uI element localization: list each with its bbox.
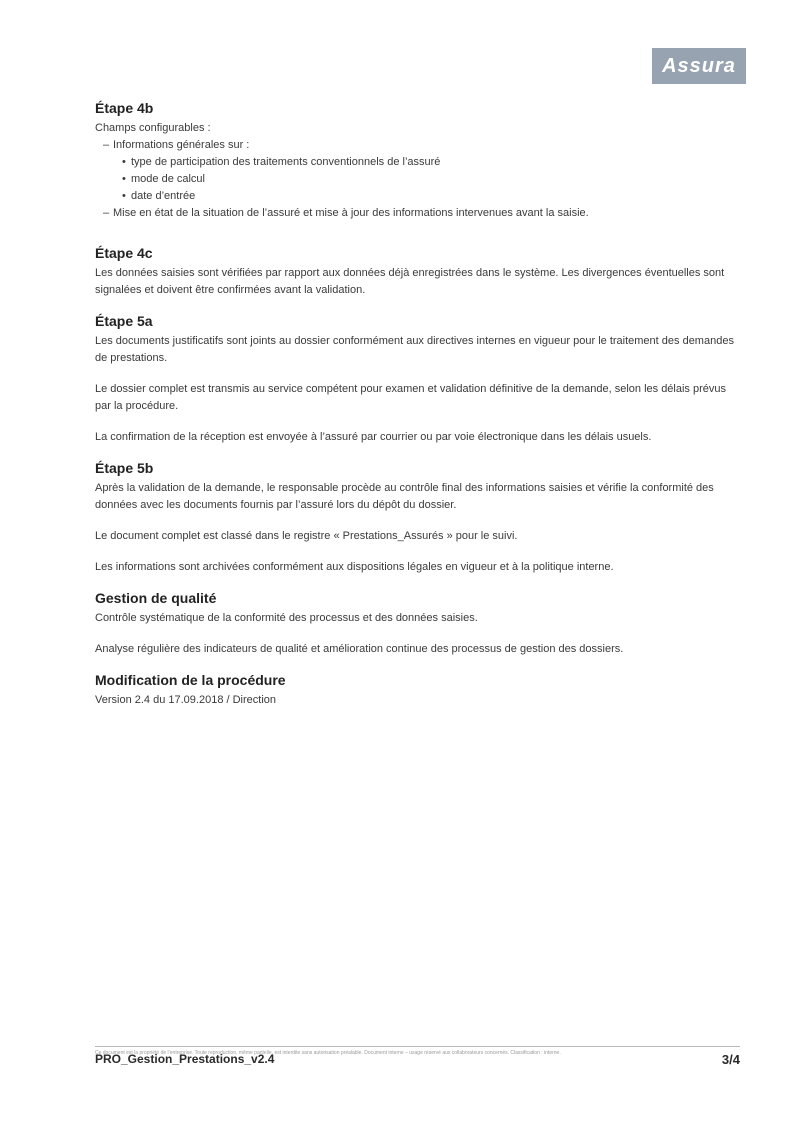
footer-divider bbox=[95, 1046, 740, 1047]
footer-fine-print: Ce document est la propriété de l’entreprise. Toute reproduction, même partielle, est interdite sans autorisation préalable. Document interne – usage réservé aux collaborateurs concernés. Classification : interne. bbox=[95, 1050, 561, 1056]
paragraph: Contrôle systématique de la conformité des processus et des données saisies. bbox=[95, 612, 478, 624]
list-item: – Mise en état de la situation de l’assuré et mise à jour des informations intervenues avant la saisie. bbox=[95, 205, 740, 222]
paragraph: Version 2.4 du 17.09.2018 / Direction bbox=[95, 694, 277, 706]
company-logo: Assura bbox=[652, 48, 746, 84]
section-step-5b bbox=[95, 460, 740, 576]
footer-document-id: PRO_Gestion_Prestations_v2.4 bbox=[95, 1052, 275, 1066]
section-title: Modification de la procédure bbox=[95, 672, 286, 688]
section-title: Étape 5b bbox=[95, 460, 154, 476]
paragraph: Les données saisies sont vérifiées par rapport aux données déjà enregistrées dans le système. Les divergences éventuelles sont signalées et doivent être confirmées avant la validation. bbox=[95, 267, 725, 296]
page-footer bbox=[95, 1046, 740, 1067]
section-step-5a bbox=[95, 313, 740, 446]
paragraph: Les informations sont archivées conformément aux dispositions légales en vigueur et à la politique interne. bbox=[95, 561, 614, 573]
paragraph: Analyse régulière des indicateurs de qualité et amélioration continue des processus de gestion des dossiers. bbox=[95, 643, 624, 655]
paragraph: Après la validation de la demande, le responsable procède au contrôle final des informations saisies et vérifie la conformité des données avec les documents fournis par l’assuré lors du dépôt du dossier. bbox=[95, 482, 714, 511]
paragraph: Les documents justificatifs sont joints au dossier conformément aux directives internes en vigueur pour le traitement des demandes de prestations. bbox=[95, 335, 734, 364]
section-title: Gestion de qualité bbox=[95, 590, 217, 606]
section-step-4c bbox=[95, 245, 740, 299]
bullet-list bbox=[95, 137, 740, 222]
section-quality bbox=[95, 590, 740, 658]
section-step-4b bbox=[95, 100, 740, 236]
document-body bbox=[95, 100, 740, 723]
list-item: • type de participation des traitements conventionnels de l’assuré bbox=[95, 154, 740, 171]
section-title: Étape 4c bbox=[95, 245, 153, 261]
section-intro: Champs configurables : bbox=[95, 122, 211, 134]
paragraph: Le document complet est classé dans le registre « Prestations_Assurés » pour le suivi. bbox=[95, 530, 518, 542]
list-item: • mode de calcul bbox=[95, 171, 740, 188]
page-number: 3/4 bbox=[721, 1052, 740, 1067]
list-item: – Informations générales sur : bbox=[95, 137, 740, 154]
paragraph: La confirmation de la réception est envoyée à l’assuré par courrier ou par voie électronique dans les délais usuels. bbox=[95, 431, 652, 443]
list-item: • date d’entrée bbox=[95, 188, 740, 205]
section-title: Étape 4b bbox=[95, 100, 154, 116]
section-revision bbox=[95, 672, 740, 709]
paragraph: Le dossier complet est transmis au service compétent pour examen et validation définitive de la demande, selon les délais prévus par la procédure. bbox=[95, 383, 727, 412]
section-title: Étape 5a bbox=[95, 313, 153, 329]
